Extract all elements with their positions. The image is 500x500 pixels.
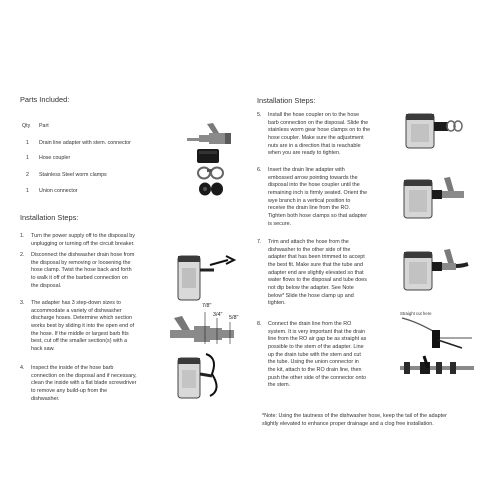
step-number: 7. (257, 239, 262, 245)
parts-row-part: Union connector (39, 188, 78, 194)
step-5-text: Install the hose coupler on to the hose barb connection on the disposal. Slide the stainless worm gear hose clamps on to the hose coupler. Make sure the adjustment nuts are in a direction that is reachable when you are ready to tighten. (268, 112, 371, 157)
step-2-text: Disconnect the dishwasher drain hose from the disposal by removing or loosening the hose clamp. Twist the hose back and forth to walk it off of the barbed connection on the disposal. (31, 252, 135, 289)
qty-header: Qty (22, 123, 31, 129)
step-1-text: Turn the power supply off to the disposal by unplugging or turning off the circuit breaker. (31, 233, 135, 247)
union-connector-installed-image (398, 356, 476, 382)
coupler-install-image (398, 106, 468, 150)
step-4-text: Inspect the inside of the hose barb connection on the disposal and if necessary, clean the inside with a flat blade screwdriver to remove any build-up from the dishwasher. (31, 365, 137, 402)
adapter-sizes-image (168, 308, 250, 348)
step-number: 8. (257, 321, 262, 327)
step-3-text: The adapter has 3 step-down sizes to accommodate a variety of dishwasher discharge hoses. Determine which section works best by sliding it into the open end of the hose. If the middle or largest barb fits best, cut off the smaller section(s) with a hack saw. (31, 300, 135, 352)
parts-row-qty: 1 (26, 188, 29, 194)
installation-note: *Note: Using the tautness of the dishwasher hose, keep the tail of the adapter slightly elevated to enhance proper drainage and a clog free installation. (262, 413, 447, 427)
drain-adapter-image (185, 124, 245, 150)
part-header: Part (39, 123, 49, 129)
parts-heading: Parts Included: (20, 95, 70, 104)
disposal-hose-removal-image (170, 250, 248, 302)
union-connector-image (199, 182, 223, 196)
step-number: 3. (20, 300, 25, 306)
step-8-text: Connect the drain line from the RO system. It is very important that the drain line from the RO air gap be as straight as possible to the stem of the adapter. Line up the drain tube with the stem and cut the tube. Using the union connector in the kit, attach to the RO drain line, then push the other side of the connector onto the stem. (268, 321, 367, 389)
size-label: 3/4" (213, 312, 223, 318)
hose-attached-image (398, 244, 468, 294)
parts-row-part: Drain line adapter with stem. connector (39, 140, 131, 146)
step-number: 6. (257, 167, 262, 173)
right-steps-heading: Installation Steps: (257, 96, 316, 105)
parts-row-qty: 1 (26, 155, 29, 161)
worm-clamps-image (197, 167, 225, 179)
screwdriver-cleaning-image (172, 350, 242, 402)
hose-coupler-image (197, 149, 219, 163)
step-number: 5. (257, 112, 262, 118)
parts-row-part: Hose coupler (39, 155, 71, 161)
size-label: 5/8" (229, 315, 239, 321)
size-label: 7/8" (202, 303, 212, 309)
step-6-text: Insert the drain line adapter with embossed arrow pointing towards the disposal into the hose coupler until the remaining inch is firmly seated. Orient the wye branch in a vertical position to receive the drain line from the RO. Tighten both hose clamps so that adapter is secure. (268, 167, 368, 227)
left-steps-heading: Installation Steps: (20, 213, 79, 222)
step-7-text: Trim and attach the hose from the dishwasher to the other side of the adapter that has been trimmed to accept the best fit. Make sure that the tube and adapter end are slightly elevated so that water flows to the disposal and tube does not dip below the adapter. See Note below* Slide the hose clamp up and tighten. (268, 239, 367, 307)
parts-row-qty: 2 (26, 172, 29, 178)
step-number: 4. (20, 365, 25, 371)
parts-row-qty: 1 (26, 140, 29, 146)
drain-tube-cut-image (398, 316, 474, 350)
step-number: 2. (20, 252, 25, 258)
parts-row-part: Stainless Steel worm clamps (39, 172, 107, 178)
step-number: 1. (20, 233, 25, 239)
adapter-inserted-image (398, 172, 468, 222)
straight-cut-label: Straight cut here (400, 311, 432, 316)
